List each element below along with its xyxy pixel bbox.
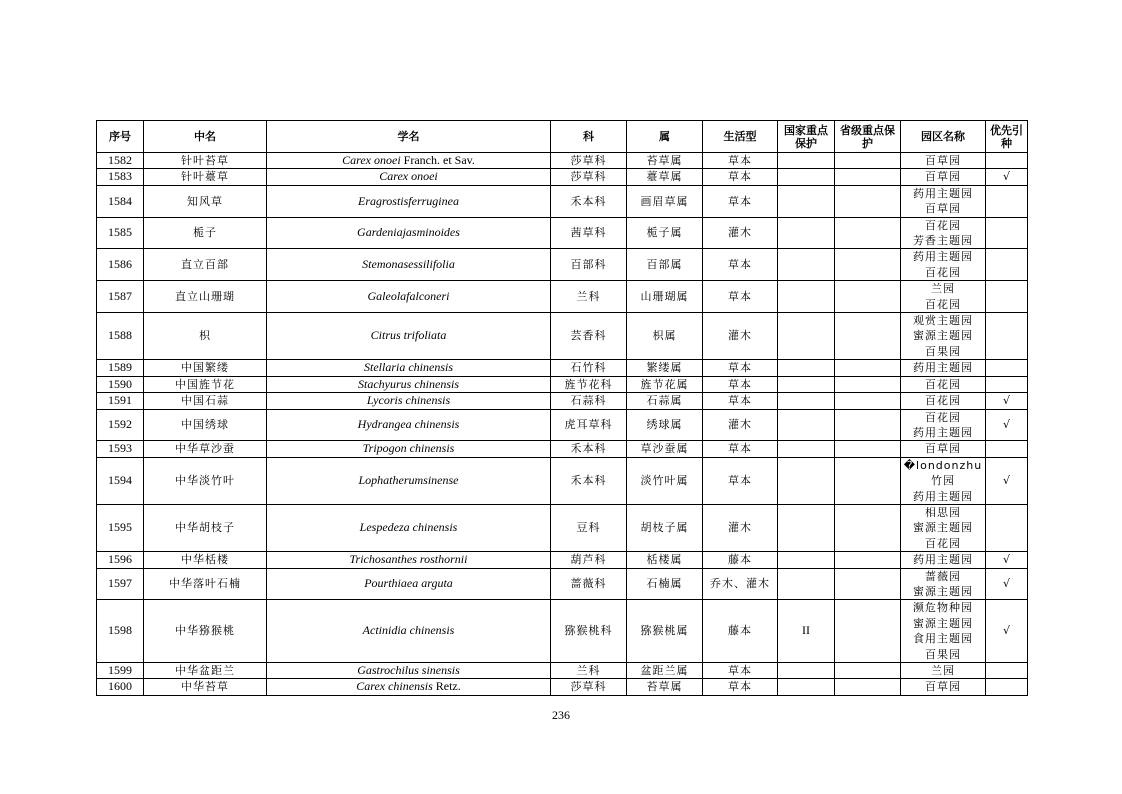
row-priority-mark [986, 313, 1028, 360]
row-genus: 胡枝子属 [627, 504, 703, 551]
header-provincial-protection: 省级重点保护 [835, 121, 901, 153]
garden-name: �londonzhu竹园 [903, 458, 983, 488]
row-index: 1593 [97, 441, 144, 457]
row-life-form: 草本 [703, 679, 778, 695]
row-family: 旌节花科 [551, 376, 627, 392]
row-provincial-protection [835, 679, 901, 695]
row-scientific-name [267, 393, 551, 409]
row-life-form: 草本 [703, 169, 778, 185]
garden-name: 药用主题园 [913, 361, 973, 375]
garden-name: 百花园 [925, 394, 961, 408]
row-provincial-protection [835, 441, 901, 457]
scientific-name-text: Hydrangea chinensis [357, 417, 460, 432]
row-index: 1585 [97, 217, 144, 249]
row-garden-area [901, 679, 986, 695]
row-national-protection [778, 169, 835, 185]
garden-name: 百花园 [925, 377, 961, 391]
row-priority-mark [986, 153, 1028, 169]
row-national-protection [778, 360, 835, 376]
garden-name: 药用主题园 [913, 186, 973, 200]
row-family: 莎草科 [551, 153, 627, 169]
row-provincial-protection [835, 504, 901, 551]
scientific-name-text: Stachyurus chinensis [358, 376, 459, 391]
table-row [97, 185, 1028, 217]
table-row [97, 393, 1028, 409]
garden-name: 相思园 [925, 505, 961, 519]
row-provincial-protection [835, 313, 901, 360]
row-garden-area [901, 663, 986, 679]
row-life-form: 草本 [703, 360, 778, 376]
scientific-name-text: Eragrostisferruginea [358, 193, 459, 208]
table-body [97, 153, 1028, 696]
row-scientific-name [267, 281, 551, 313]
row-index: 1595 [97, 504, 144, 551]
row-genus: 淡竹叶属 [627, 457, 703, 504]
row-national-protection: II [778, 600, 835, 663]
row-garden-area [901, 281, 986, 313]
table-row [97, 504, 1028, 551]
row-life-form: 灌木 [703, 409, 778, 441]
scientific-name-text: Galeolafalconeri [367, 288, 450, 303]
scientific-name-text: Citrus trifoliata [370, 328, 447, 343]
table-row [97, 281, 1028, 313]
garden-name: 百草园 [925, 442, 961, 456]
row-family: 石竹科 [551, 360, 627, 376]
row-chinese-name: 中华苔草 [144, 679, 267, 695]
row-garden-area [901, 552, 986, 568]
row-garden-area [901, 217, 986, 249]
row-index: 1587 [97, 281, 144, 313]
row-chinese-name: 中华盆距兰 [144, 663, 267, 679]
table-row [97, 409, 1028, 441]
row-life-form: 草本 [703, 663, 778, 679]
scientific-name-text: Carex chinensis [356, 679, 433, 694]
table-row [97, 153, 1028, 169]
row-scientific-name [267, 663, 551, 679]
header-family: 科 [551, 121, 627, 153]
row-scientific-name [267, 217, 551, 249]
row-index: 1592 [97, 409, 144, 441]
row-family: 莎草科 [551, 679, 627, 695]
row-genus: 旌节花属 [627, 376, 703, 392]
row-national-protection [778, 679, 835, 695]
author-citation: Franch. et Sav. [400, 153, 475, 167]
scientific-name-text: Carex onoei [342, 153, 401, 167]
table-row [97, 376, 1028, 392]
row-garden-area [901, 185, 986, 217]
row-garden-area [901, 457, 986, 504]
row-genus: 枳属 [627, 313, 703, 360]
row-priority-mark: √ [986, 457, 1028, 504]
row-scientific-name [267, 504, 551, 551]
row-life-form: 草本 [703, 281, 778, 313]
row-priority-mark [986, 360, 1028, 376]
scientific-name-text: Gastrochilus sinensis [357, 663, 460, 677]
row-garden-area [901, 376, 986, 392]
header-garden-area: 园区名称 [901, 121, 986, 153]
garden-name: 百草园 [925, 154, 961, 167]
garden-name: 药用主题园 [913, 425, 973, 439]
row-priority-mark: √ [986, 568, 1028, 600]
row-provincial-protection [835, 393, 901, 409]
row-genus: 栀子属 [627, 217, 703, 249]
row-life-form: 草本 [703, 153, 778, 169]
row-index: 1588 [97, 313, 144, 360]
garden-name: 药用主题园 [913, 489, 973, 503]
row-scientific-name [267, 552, 551, 568]
row-chinese-name: 知风草 [144, 185, 267, 217]
row-priority-mark: √ [986, 600, 1028, 663]
row-national-protection [778, 409, 835, 441]
row-family: 葫芦科 [551, 552, 627, 568]
row-chinese-name: 中国绣球 [144, 409, 267, 441]
row-chinese-name: 中华猕猴桃 [144, 600, 267, 663]
row-national-protection [778, 313, 835, 360]
row-family: 芸香科 [551, 313, 627, 360]
table-row [97, 663, 1028, 679]
row-chinese-name: 针叶苔草 [144, 153, 267, 169]
garden-name: 百果园 [925, 647, 961, 661]
garden-name: 蜜源主题园 [913, 584, 973, 598]
row-scientific-name [267, 409, 551, 441]
row-priority-mark: √ [986, 552, 1028, 568]
table-row [97, 679, 1028, 695]
scientific-name-text: Tripogon chinensis [362, 441, 455, 456]
row-index: 1598 [97, 600, 144, 663]
table-header [97, 121, 1028, 153]
row-life-form: 灌木 [703, 217, 778, 249]
row-genus: 石楠属 [627, 568, 703, 600]
row-genus: 猕猴桃属 [627, 600, 703, 663]
scientific-name-text: Lespedeza chinensis [359, 520, 458, 535]
table-row [97, 600, 1028, 663]
scientific-name-text: Stellaria chinensis [364, 360, 453, 375]
table-row [97, 552, 1028, 568]
row-family: 豆科 [551, 504, 627, 551]
row-life-form: 藤本 [703, 600, 778, 663]
garden-name: 百草园 [925, 170, 961, 184]
row-life-form: 草本 [703, 185, 778, 217]
row-scientific-name [267, 679, 551, 695]
row-provincial-protection [835, 552, 901, 568]
row-life-form: 灌木 [703, 504, 778, 551]
table-row [97, 217, 1028, 249]
row-index: 1596 [97, 552, 144, 568]
row-chinese-name: 中华淡竹叶 [144, 457, 267, 504]
row-index: 1594 [97, 457, 144, 504]
page-number: 236 [552, 708, 570, 722]
row-index: 1590 [97, 376, 144, 392]
row-scientific-name [267, 441, 551, 457]
row-priority-mark: √ [986, 409, 1028, 441]
row-provincial-protection [835, 169, 901, 185]
row-index: 1584 [97, 185, 144, 217]
header-national-protection: 国家重点保护 [778, 121, 835, 153]
row-family: 兰科 [551, 663, 627, 679]
table-row [97, 568, 1028, 600]
table-row [97, 360, 1028, 376]
row-garden-area [901, 249, 986, 281]
row-national-protection [778, 457, 835, 504]
scientific-name-text: Stemonasessilifolia [362, 257, 455, 272]
row-provincial-protection [835, 568, 901, 600]
row-life-form: 草本 [703, 441, 778, 457]
scientific-name-text: Gardeniajasminoides [357, 225, 460, 240]
row-priority-mark [986, 185, 1028, 217]
row-life-form: 草本 [703, 393, 778, 409]
row-priority-mark [986, 376, 1028, 392]
row-genus: 画眉草属 [627, 185, 703, 217]
row-garden-area [901, 393, 986, 409]
garden-name: 观赏主题园 [913, 314, 973, 328]
row-national-protection [778, 441, 835, 457]
row-provincial-protection [835, 281, 901, 313]
row-family: 禾本科 [551, 441, 627, 457]
row-genus: 草沙蚕属 [627, 441, 703, 457]
row-family: 茜草科 [551, 217, 627, 249]
header-priority: 优先引种 [986, 121, 1028, 153]
row-garden-area [901, 504, 986, 551]
row-priority-mark [986, 281, 1028, 313]
row-provincial-protection [835, 376, 901, 392]
row-chinese-name: 直立山珊瑚 [144, 281, 267, 313]
row-national-protection [778, 552, 835, 568]
header-scientific-name: 学名 [267, 121, 551, 153]
garden-name: 濒危物种园 [913, 601, 973, 615]
row-scientific-name [267, 457, 551, 504]
row-priority-mark [986, 663, 1028, 679]
row-garden-area [901, 568, 986, 600]
row-garden-area [901, 360, 986, 376]
row-index: 1591 [97, 393, 144, 409]
row-chinese-name: 中国旌节花 [144, 376, 267, 392]
row-genus: 薹草属 [627, 169, 703, 185]
row-index: 1599 [97, 663, 144, 679]
row-index: 1589 [97, 360, 144, 376]
row-family: 虎耳草科 [551, 409, 627, 441]
author-citation: Retz. [432, 679, 461, 694]
scientific-name-text: Trichosanthes rosthornii [349, 552, 468, 567]
row-genus: 苔草属 [627, 153, 703, 169]
row-provincial-protection [835, 249, 901, 281]
row-provincial-protection [835, 360, 901, 376]
garden-name: 蜜源主题园 [913, 616, 973, 630]
row-national-protection [778, 663, 835, 679]
row-priority-mark: √ [986, 393, 1028, 409]
garden-name: 食用主题园 [913, 632, 973, 646]
row-index: 1582 [97, 153, 144, 169]
garden-name: 百花园 [925, 536, 961, 550]
garden-name: 百果园 [925, 344, 961, 358]
row-chinese-name: 中华栝楼 [144, 552, 267, 568]
row-priority-mark [986, 679, 1028, 695]
row-provincial-protection [835, 457, 901, 504]
garden-name: 蜜源主题园 [913, 521, 973, 535]
scientific-name-text: Pourthiaea arguta [364, 576, 453, 591]
row-genus: 苔草属 [627, 679, 703, 695]
garden-name: 芳香主题园 [913, 234, 973, 248]
scientific-name-text: Lycoris chinensis [366, 393, 451, 408]
table-row [97, 249, 1028, 281]
row-provincial-protection [835, 663, 901, 679]
row-genus: 百部属 [627, 249, 703, 281]
row-priority-mark [986, 441, 1028, 457]
row-index: 1600 [97, 679, 144, 695]
table-row [97, 457, 1028, 504]
row-provincial-protection [835, 600, 901, 663]
row-scientific-name [267, 376, 551, 392]
row-genus: 山珊瑚属 [627, 281, 703, 313]
row-garden-area [901, 600, 986, 663]
scientific-name-text: Lophatherumsinense [358, 473, 459, 488]
row-priority-mark [986, 249, 1028, 281]
row-life-form: 草本 [703, 376, 778, 392]
row-family: 禾本科 [551, 185, 627, 217]
garden-name: 蔷薇园 [925, 569, 961, 583]
table-row [97, 441, 1028, 457]
garden-name: 百花园 [925, 265, 961, 279]
row-garden-area [901, 313, 986, 360]
row-scientific-name [267, 153, 551, 169]
row-national-protection [778, 185, 835, 217]
row-national-protection [778, 153, 835, 169]
row-chinese-name: 针叶薹草 [144, 169, 267, 185]
row-index: 1586 [97, 249, 144, 281]
row-scientific-name [267, 185, 551, 217]
row-family: 禾本科 [551, 457, 627, 504]
row-scientific-name [267, 600, 551, 663]
row-index: 1597 [97, 568, 144, 600]
row-life-form: 乔木、灌木 [703, 568, 778, 600]
garden-name: 百花园 [925, 218, 961, 232]
row-chinese-name: 中华草沙蚕 [144, 441, 267, 457]
row-family: 莎草科 [551, 169, 627, 185]
row-genus: 盆距兰属 [627, 663, 703, 679]
row-provincial-protection [835, 185, 901, 217]
row-provincial-protection [835, 153, 901, 169]
row-chinese-name: 中国石蒜 [144, 393, 267, 409]
row-national-protection [778, 281, 835, 313]
table-row [97, 169, 1028, 185]
row-family: 猕猴桃科 [551, 600, 627, 663]
row-scientific-name [267, 568, 551, 600]
row-genus: 绣球属 [627, 409, 703, 441]
row-priority-mark: √ [986, 169, 1028, 185]
row-genus: 石蒜属 [627, 393, 703, 409]
row-family: 石蒜科 [551, 393, 627, 409]
row-garden-area [901, 409, 986, 441]
row-national-protection [778, 249, 835, 281]
scientific-name-text: Carex onoei [379, 169, 438, 184]
row-genus: 繁缕属 [627, 360, 703, 376]
row-family: 兰科 [551, 281, 627, 313]
header-chinese-name: 中名 [144, 121, 267, 153]
row-index: 1583 [97, 169, 144, 185]
row-family: 蔷薇科 [551, 568, 627, 600]
garden-name: 药用主题园 [913, 553, 973, 567]
garden-name: 药用主题园 [913, 250, 973, 264]
plant-table [96, 120, 1028, 696]
row-chinese-name: 枳 [144, 313, 267, 360]
row-scientific-name [267, 360, 551, 376]
row-national-protection [778, 376, 835, 392]
row-life-form: 藤本 [703, 552, 778, 568]
row-provincial-protection [835, 217, 901, 249]
garden-name: 蜜源主题园 [913, 329, 973, 343]
garden-name: 兰园 [931, 282, 955, 296]
row-chinese-name: 直立百部 [144, 249, 267, 281]
row-scientific-name [267, 169, 551, 185]
row-chinese-name: 中华胡枝子 [144, 504, 267, 551]
header-index: 序号 [97, 121, 144, 153]
garden-name: 百草园 [925, 680, 961, 694]
row-life-form: 草本 [703, 457, 778, 504]
scientific-name-text: Actinidia chinensis [362, 623, 455, 638]
row-provincial-protection [835, 409, 901, 441]
row-scientific-name [267, 313, 551, 360]
header-life-form: 生活型 [703, 121, 778, 153]
row-life-form: 灌木 [703, 313, 778, 360]
row-chinese-name: 栀子 [144, 217, 267, 249]
row-garden-area [901, 441, 986, 457]
row-garden-area [901, 169, 986, 185]
row-garden-area [901, 153, 986, 169]
row-chinese-name: 中国繁缕 [144, 360, 267, 376]
row-national-protection [778, 217, 835, 249]
row-life-form: 草本 [703, 249, 778, 281]
row-priority-mark [986, 217, 1028, 249]
garden-name: 百花园 [925, 410, 961, 424]
row-genus: 栝楼属 [627, 552, 703, 568]
header-genus: 属 [627, 121, 703, 153]
row-national-protection [778, 393, 835, 409]
row-national-protection [778, 568, 835, 600]
row-chinese-name: 中华落叶石楠 [144, 568, 267, 600]
garden-name: 百花园 [925, 297, 961, 311]
row-national-protection [778, 504, 835, 551]
row-priority-mark [986, 504, 1028, 551]
row-scientific-name [267, 249, 551, 281]
garden-name: 百草园 [925, 202, 961, 216]
garden-name: 兰园 [931, 664, 955, 677]
row-family: 百部科 [551, 249, 627, 281]
table-row [97, 313, 1028, 360]
